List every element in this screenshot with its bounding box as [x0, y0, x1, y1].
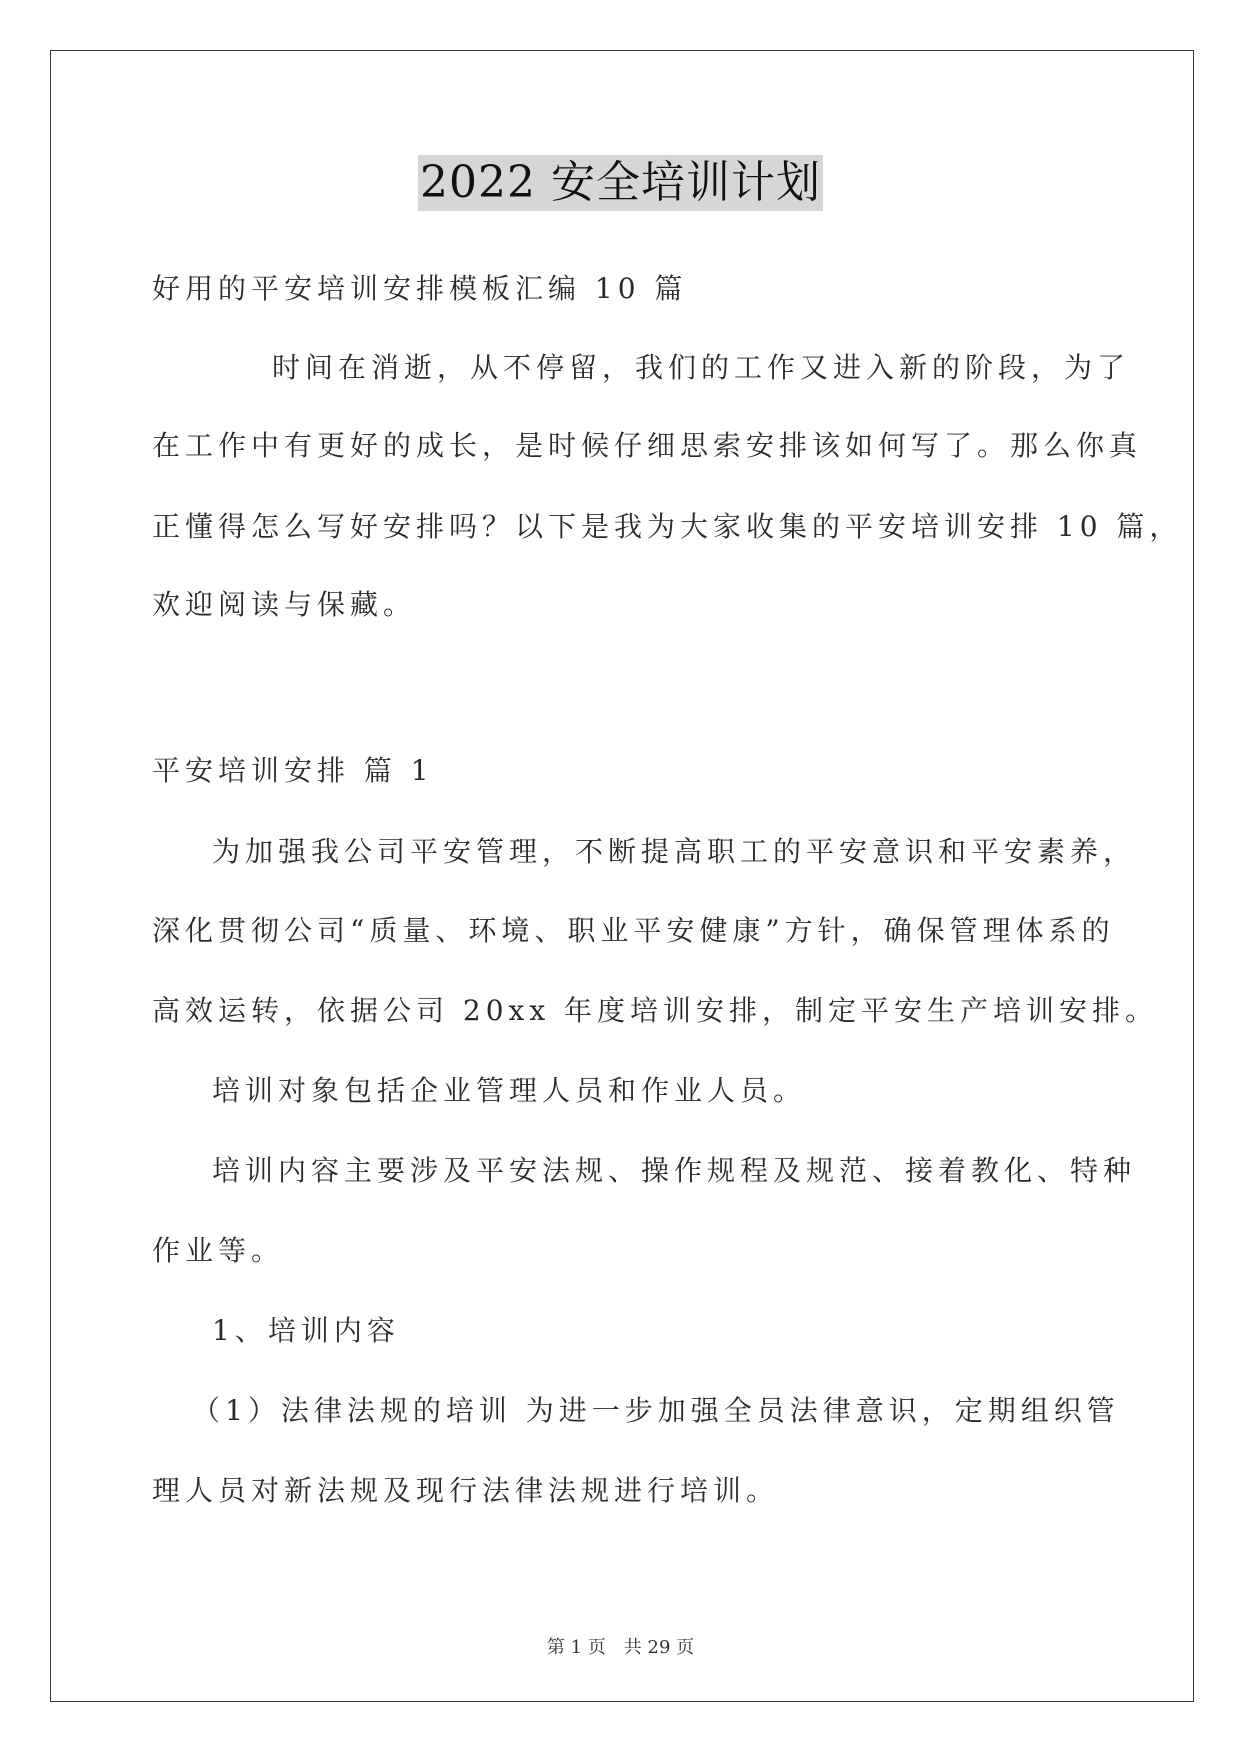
- page-number: 第 1 页 共 29 页: [546, 1637, 695, 1658]
- intro-line: 正懂得怎么写好安排吗？以下是我为大家收集的平安培训安排 10 篇，: [152, 510, 1183, 543]
- intro-line: 欢迎阅读与保藏。: [152, 588, 417, 621]
- body-line: 培训对象包括企业管理人员和作业人员。: [212, 1074, 807, 1107]
- document-subtitle: 好用的平安培训安排模板汇编 10 篇: [152, 272, 688, 305]
- intro-line: 在工作中有更好的成长，是时候仔细思索安排该如何写了。那么你真: [152, 429, 1143, 462]
- body-line: 为加强我公司平安管理，不断提高职工的平安意识和平安素养，: [212, 835, 1137, 868]
- intro-line: 时间在消逝，从不停留，我们的工作又进入新的阶段，为了: [272, 351, 1131, 384]
- body-line: （1）法律法规的培训 为进一步加强全员法律意识，定期组织管: [192, 1394, 1120, 1427]
- title-container: [0, 155, 1241, 211]
- section-heading: 平安培训安排 篇 1: [152, 754, 434, 787]
- document-title: 2022 安全培训计划: [418, 155, 823, 211]
- body-line: 1、培训内容: [212, 1314, 400, 1347]
- body-line: 理人员对新法规及现行法律法规进行培训。: [152, 1474, 780, 1507]
- body-line: 作业等。: [152, 1234, 285, 1267]
- body-line: 深化贯彻公司“质量、环境、职业平安健康”方针，确保管理体系的: [152, 914, 1115, 947]
- body-line: 培训内容主要涉及平安法规、操作规程及规范、接着教化、特种: [212, 1154, 1137, 1187]
- body-line: 高效运转，依据公司 20xx 年度培训安排，制定平安生产培训安排。: [152, 994, 1159, 1027]
